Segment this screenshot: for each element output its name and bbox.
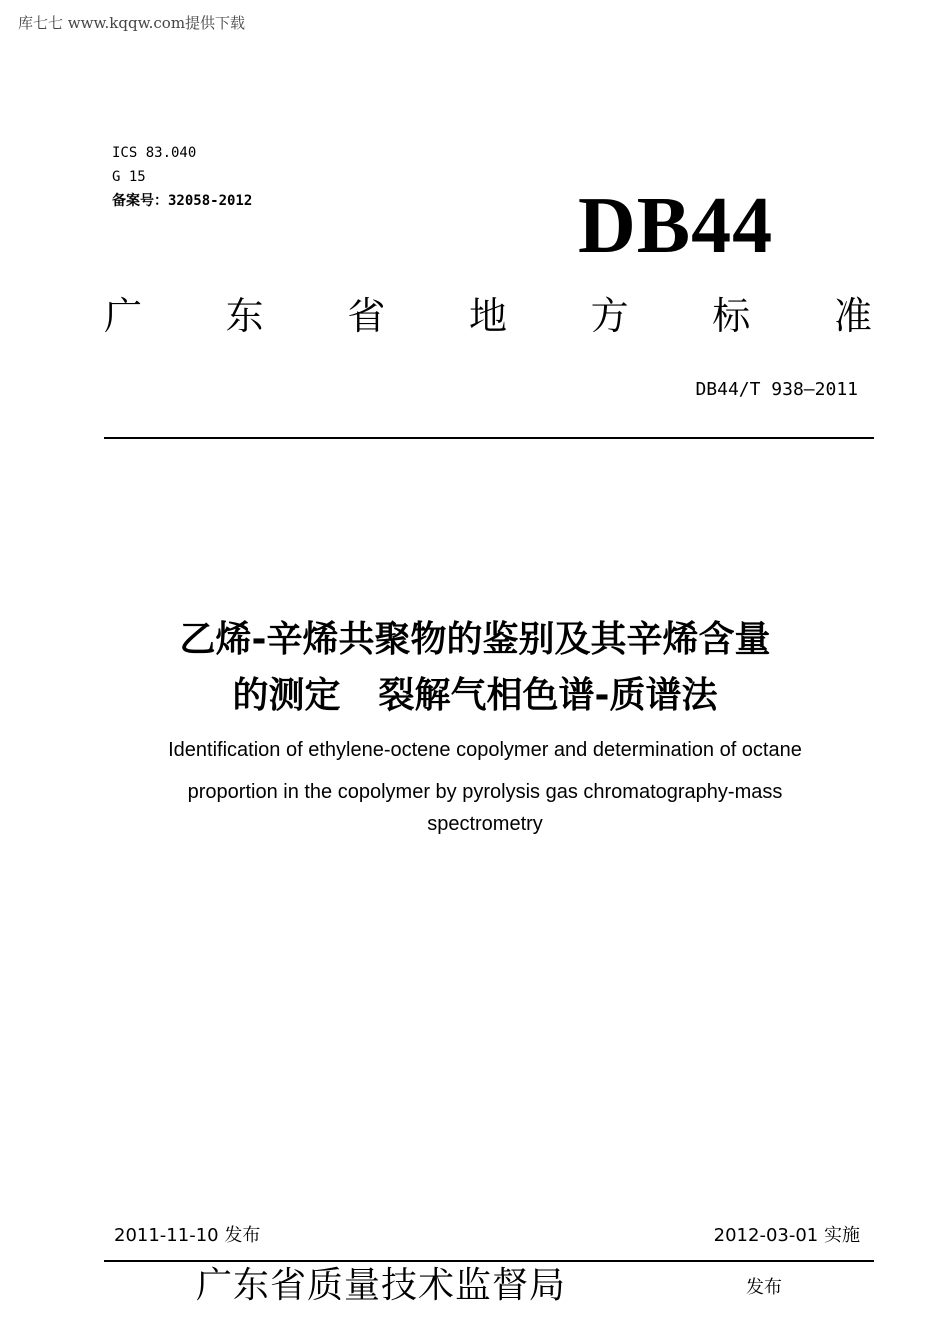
title-en-line-1: Identification of ethylene-octene copolymer and determination of octane bbox=[168, 739, 802, 761]
issuer-name: 广东省质量技术监督局 bbox=[196, 1265, 567, 1306]
record-number: 备案号：32058-2012 bbox=[112, 193, 253, 209]
classification-code: G 15 bbox=[112, 169, 146, 185]
title-en-line-2: proportion in the copolymer by pyrolysis gas chromatography-mass bbox=[187, 781, 783, 803]
standard-type bbox=[104, 290, 872, 342]
title-zh-line-1: 乙烯-辛烯共聚物的鉴别及其辛烯含量 bbox=[179, 619, 771, 660]
title-zh-line-2 bbox=[0, 672, 950, 720]
standard-type-char: 方 bbox=[590, 294, 629, 338]
title-zh-line-2-part-1: 的测定 bbox=[232, 675, 341, 716]
standard-type-char: 省 bbox=[347, 294, 386, 338]
standard-type-char: 准 bbox=[833, 294, 872, 338]
implementation-date: 2012-03-01 实施 bbox=[713, 1225, 860, 1246]
issue-date: 2011-11-10 发布 bbox=[114, 1225, 261, 1246]
standard-type-char: 地 bbox=[468, 294, 507, 338]
title-zh-line-2-part-2: 裂解气相色谱-质谱法 bbox=[378, 675, 718, 716]
standard-type-char: 东 bbox=[225, 294, 264, 338]
standard-type-char: 标 bbox=[712, 294, 751, 338]
db-mark: DB44 bbox=[578, 182, 774, 270]
title-en-line-3: spectrometry bbox=[427, 813, 543, 835]
issuer-action: 发布 bbox=[746, 1277, 782, 1298]
standard-number: DB44/T 938—2011 bbox=[695, 379, 858, 400]
top-divider bbox=[104, 437, 874, 439]
ics-code: ICS 83.040 bbox=[112, 145, 197, 161]
watermark-text: 库七七 www.kqqw.com提供下载 bbox=[18, 14, 246, 32]
standard-type-char: 广 bbox=[104, 294, 143, 338]
